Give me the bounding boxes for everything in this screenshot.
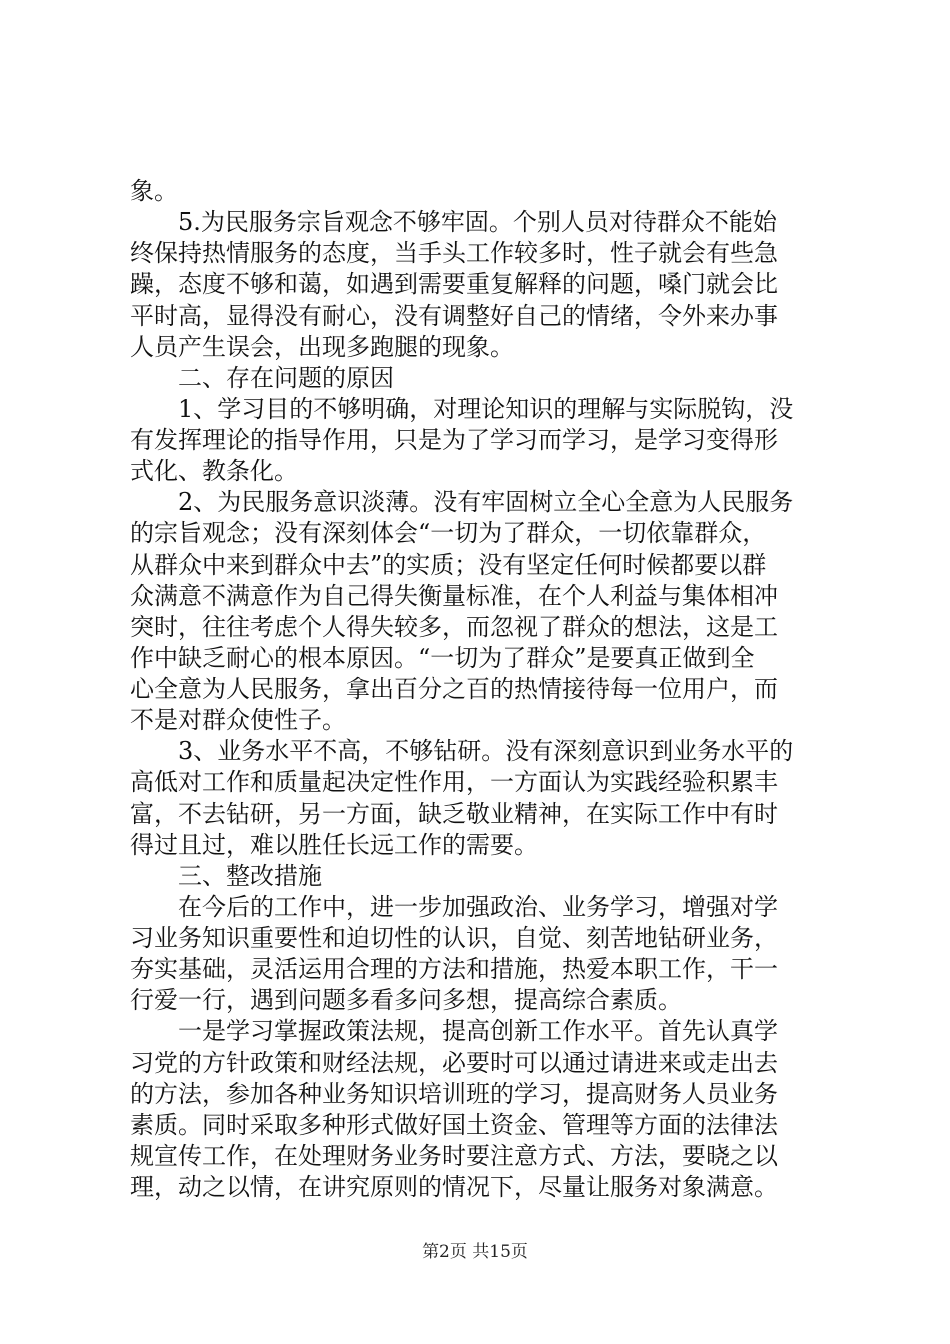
body-text-line: 人员产生误会，出现多跑腿的现象。 [130, 332, 514, 361]
body-text-line: 在今后的工作中，进一步加强政治、业务学习，增强对学 [178, 892, 778, 921]
body-text-line: 躁，态度不够和蔼，如遇到需要重复解释的问题，嗓门就会比 [130, 270, 778, 299]
body-text-line: 从群众中来到群众中去”的实质；没有坚定任何时候都要以群 [130, 550, 767, 579]
body-text-line: 5.为民服务宗旨观念不够牢固。个别人员对待群众不能始 [178, 208, 777, 237]
body-text-line: 行爱一行，遇到问题多看多问多想，提高综合素质。 [130, 986, 682, 1015]
body-text-line: 突时，往往考虑个人得失较多，而忽视了群众的想法，这是工 [130, 612, 778, 641]
body-text-line: 平时高，显得没有耐心，没有调整好自己的情绪，令外来办事 [130, 301, 778, 330]
body-text-line: 夯实基础，灵活运用合理的方法和措施，热爱本职工作，干一 [130, 955, 778, 984]
body-text-line: 素质。同时采取多种形式做好国土资金、管理等方面的法律法 [130, 1110, 778, 1139]
body-text-line: 众满意不满意作为自己得失衡量标准，在个人利益与集体相冲 [130, 581, 778, 610]
body-text-line: 的方法，参加各种业务知识培训班的学习，提高财务人员业务 [130, 1079, 778, 1108]
body-text-line: 终保持热情服务的态度，当手头工作较多时，性子就会有些急 [130, 239, 778, 268]
body-text-line: 一是学习掌握政策法规，提高创新工作水平。首先认真学 [178, 1017, 778, 1046]
body-text-line: 1、学习目的不够明确，对理论知识的理解与实际脱钩，没 [178, 394, 794, 423]
body-text-line: 象。 [130, 177, 178, 205]
body-text-line: 理，动之以情，在讲究原则的情况下，尽量让服务对象满意。 [130, 1173, 778, 1201]
body-text-line: 2、为民服务意识淡薄。没有牢固树立全心全意为人民服务 [178, 488, 794, 517]
section-heading: 二、存在问题的原因 [178, 363, 394, 392]
body-text-line: 式化、教条化。 [130, 457, 298, 486]
page-footer: 第2页 共15页 [422, 1242, 528, 1262]
body-text-line: 有发挥理论的指导作用，只是为了学习而学习，是学习变得形 [130, 426, 778, 454]
body-text-line: 习党的方针政策和财经法规，必要时可以通过请进来或走出去 [130, 1048, 778, 1077]
body-text-line: 规宣传工作，在处理财务业务时要注意方式、方法，要晓之以 [130, 1141, 778, 1170]
body-text-line: 得过且过，难以胜任长远工作的需要。 [130, 830, 538, 859]
body-text-line: 心全意为人民服务，拿出百分之百的热情接待每一位用户，而 [130, 675, 778, 703]
body-text-line: 3、业务水平不高，不够钻研。没有深刻意识到业务水平的 [178, 737, 794, 766]
body-text-line: 富，不去钻研，另一方面，缺乏敬业精神，在实际工作中有时 [130, 799, 778, 828]
body-text-line: 高低对工作和质量起决定性作用，一方面认为实践经验积累丰 [130, 768, 778, 797]
body-text-line: 作中缺乏耐心的根本原因。“一切为了群众”是要真正做到全 [130, 643, 755, 672]
section-heading: 三、整改措施 [178, 861, 322, 890]
body-text-line: 不是对群众使性子。 [130, 706, 346, 735]
body-text-line: 习业务知识重要性和迫切性的认识，自觉、刻苦地钻研业务， [130, 924, 778, 952]
body-text-line: 的宗旨观念；没有深刻体会“一切为了群众，一切依靠群众， [130, 519, 767, 548]
